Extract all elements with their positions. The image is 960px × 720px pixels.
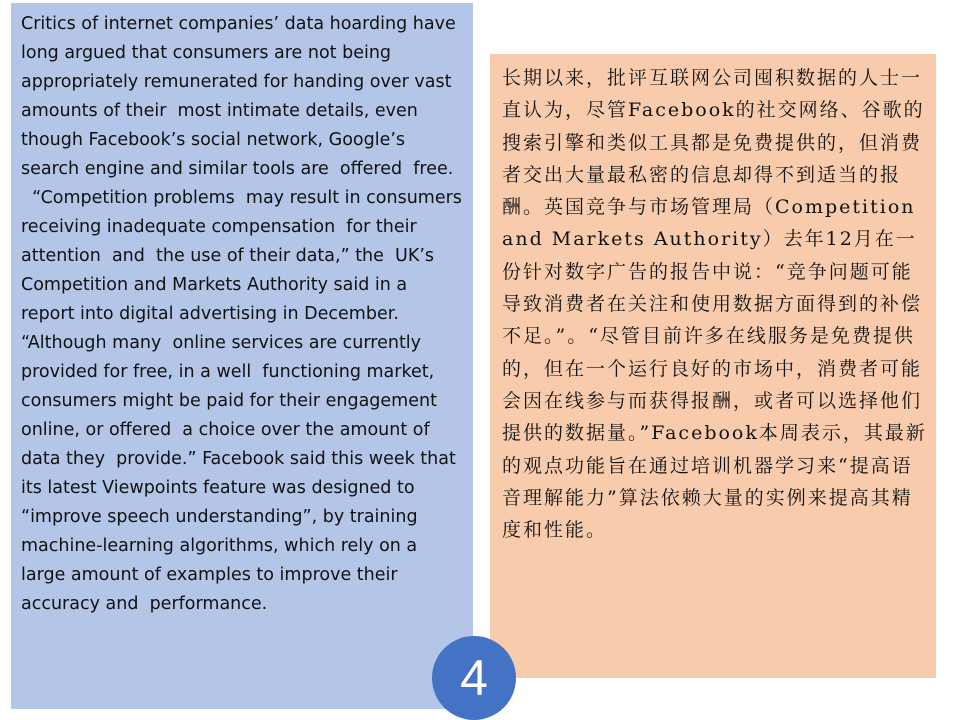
page-number: 4	[460, 650, 488, 706]
english-text-box	[11, 3, 473, 709]
chinese-passage: 长期以来，批评互联网公司囤积数据的人士一直认为，尽管Facebook的社交网络、谷歌的搜索引擎和类似工具都是免费提供的，但消费者交出大量最私密的信息却得不到适当的报酬。英国竞争与市场管理局（Competition and Markets Authority）去年12月在一份针对数字广告的报告中说：“竞争问题可能导致消费者在关注和使用数据方面得到的补偿不足。”。“尽管目前许多在线服务是免费提供的，但在一个运行良好的市场中，消费者可能会因在线参与而获得报酬，或者可以选择他们提供的数据量。”Facebook本周表示，其最新的观点功能旨在通过培训机器学习来“提高语音理解能力”算法依赖大量的实例来提高其精度和性能。	[502, 67, 927, 542]
chinese-text-box	[490, 54, 936, 678]
english-passage: Critics of internet companies’ data hoarding have long argued that consumers are not being appropriately remunerated for handing over vast amounts of their most intimate details, even though Facebook’s social network, Google’s search engine and similar tools are offered free. “Competition problems may result in consumers receiving inadequate compensation for their attention and the use of their data,” the UK’s Competition and Markets Authority said in a report into digital advertising in December. “Although many online services are currently provided for free, in a well functioning market, consumers might be paid for their engagement online, or offered a choice over the amount of data they provide.” Facebook said this week that its latest Viewpoints feature was designed to “improve speech understanding”, by training machine-learning algorithms, which rely on a large amount of examples to improve their accuracy and performance.	[21, 14, 462, 614]
page-number-badge	[432, 636, 516, 720]
